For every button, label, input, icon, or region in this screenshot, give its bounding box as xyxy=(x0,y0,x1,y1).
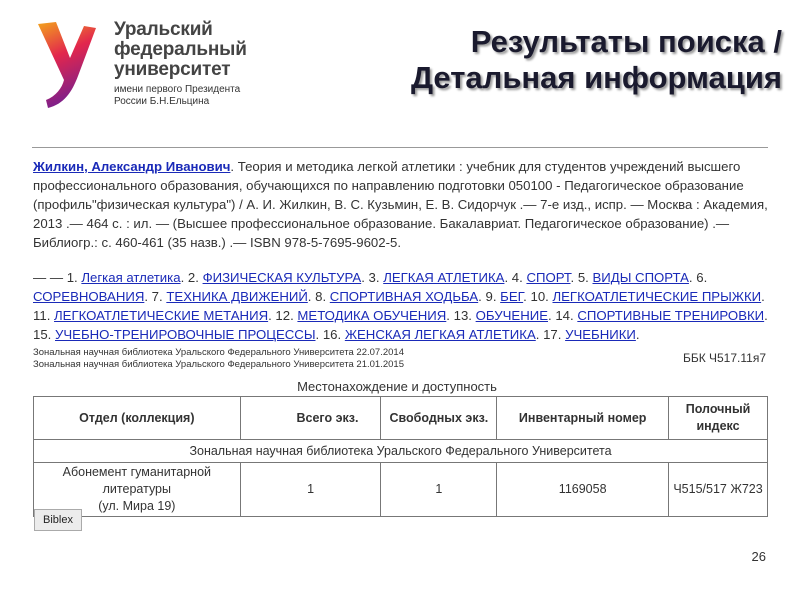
subject-link[interactable]: СПОРТИВНАЯ ХОДЬБА xyxy=(329,289,479,304)
cell-shelf: Ч515/517 Ж723 xyxy=(669,463,768,517)
holdings-table xyxy=(33,396,768,517)
subject-separator: . xyxy=(268,308,276,323)
subject-number: 8. xyxy=(315,289,330,304)
cell-inventory: 1169058 xyxy=(497,463,669,517)
department-name: Абонемент гуманитарной литературы xyxy=(62,465,212,496)
university-subtitle-line: имени первого Президента xyxy=(114,84,241,95)
subject-link[interactable]: БЕГ xyxy=(500,289,524,304)
subject-separator: . xyxy=(478,289,486,304)
subject-number: 1. xyxy=(66,270,82,285)
university-name-line: университет xyxy=(114,59,231,80)
subject-link[interactable]: СПОРТ xyxy=(526,270,571,285)
subject-link[interactable]: ЖЕНСКАЯ ЛЕГКАЯ АТЛЕТИКА xyxy=(344,327,536,342)
subject-separator: . xyxy=(761,289,765,304)
author-link[interactable]: Жилкин, Александр Иванович xyxy=(33,159,231,174)
subject-link[interactable]: УЧЕБНИКИ xyxy=(565,327,636,342)
subject-separator: . xyxy=(548,308,556,323)
subject-separator: . xyxy=(688,270,697,285)
subject-number: 12. xyxy=(275,308,298,323)
location-heading: Местонахождение и доступность xyxy=(297,379,497,394)
subject-separator: . xyxy=(361,270,369,285)
subject-number: 6. xyxy=(696,270,708,285)
header-department: Отдел (коллекция) xyxy=(34,397,241,440)
subject-separator: . xyxy=(764,308,768,323)
subject-number: 9. xyxy=(485,289,501,304)
subject-separator: . xyxy=(635,327,640,342)
subject-link[interactable]: УЧЕБНО-ТРЕНИРОВОЧНЫЕ ПРОЦЕССЫ xyxy=(55,327,316,342)
subject-number: 4. xyxy=(511,270,527,285)
department-address: (ул. Мира 19) xyxy=(98,499,176,513)
subject-separator: . xyxy=(144,289,152,304)
subject-link[interactable]: Легкая атлетика xyxy=(81,270,181,285)
subject-number: 5. xyxy=(577,270,593,285)
subject-separator: . xyxy=(535,327,544,342)
subject-link[interactable]: СОРЕВНОВАНИЯ xyxy=(33,289,145,304)
database-notes xyxy=(33,347,404,371)
subject-number: 7. xyxy=(151,289,167,304)
subject-number: 11. xyxy=(33,308,55,323)
subject-separator: . xyxy=(315,327,323,342)
header-shelf: Полочный индекс xyxy=(669,397,768,440)
subject-separator: . xyxy=(307,289,316,304)
subject-separator: . xyxy=(180,270,188,285)
subject-separator: . xyxy=(446,308,454,323)
divider xyxy=(32,147,768,148)
subject-link[interactable]: ЛЕГКОАТЛЕТИЧЕСКИЕ МЕТАНИЯ xyxy=(54,308,269,323)
library-name: Зональная научная библиотека Уральского Федерального Университета xyxy=(34,440,768,463)
university-subtitle-line: России Б.Н.Ельцина xyxy=(114,96,210,107)
header-free: Свободных экз. xyxy=(381,397,497,440)
subject-number: 15. xyxy=(33,327,55,342)
subject-link[interactable]: ТЕХНИКА ДВИЖЕНИЙ xyxy=(166,289,308,304)
library-row xyxy=(34,440,768,463)
bibliographic-record xyxy=(33,157,768,252)
subject-separator: . xyxy=(504,270,512,285)
subject-number: 10. xyxy=(530,289,553,304)
subject-number: 17. xyxy=(543,327,566,342)
university-logo xyxy=(34,18,264,113)
slide-title xyxy=(411,24,782,96)
subject-headings xyxy=(33,268,768,344)
table-row xyxy=(34,463,768,517)
record-description: . Теория и методика легкой атлетики : учебник для студентов учреждений высшего профессионального образования, обучающихся по направлению подготовки 050100 - Педагогическое образование (профиль"физическая культура") / А. И. Жилкин, В. С. Кузьмин, Е. В. Сидорчук .— 7-е изд., испр. — Москва : Академия, 2013 .— 464 с. : ил. — (Высшее профессиональное образование. Бакалавриат. Педагогическое образование) .— Библиогр.: с. 460-461 (35 назв.) .— ISBN 978-5-7695-9602-5. xyxy=(33,159,768,250)
subject-link[interactable]: ЛЕГКОАТЛЕТИЧЕСКИЕ ПРЫЖКИ xyxy=(552,289,762,304)
subject-link[interactable]: ФИЗИЧЕСКАЯ КУЛЬТУРА xyxy=(202,270,362,285)
subject-separator: . xyxy=(523,289,531,304)
subject-separator: . xyxy=(570,270,578,285)
university-name-line: федеральный xyxy=(114,39,247,60)
subject-link[interactable]: ОБУЧЕНИЕ xyxy=(475,308,548,323)
subject-number: 2. xyxy=(187,270,203,285)
page-number: 26 xyxy=(751,549,766,564)
subject-number: 16. xyxy=(322,327,345,342)
subject-link[interactable]: СПОРТИВНЫЕ ТРЕНИРОВКИ xyxy=(577,308,765,323)
urfu-emblem-icon xyxy=(34,18,100,110)
biblex-button[interactable]: Biblex xyxy=(34,509,82,531)
cell-total: 1 xyxy=(240,463,381,517)
university-subtitle xyxy=(114,84,240,108)
header-total: Всего экз. xyxy=(240,397,381,440)
subject-link[interactable]: ВИДЫ СПОРТА xyxy=(592,270,689,285)
subject-link[interactable]: МЕТОДИКА ОБУЧЕНИЯ xyxy=(297,308,447,323)
university-name-line: Уральский xyxy=(114,19,213,40)
subjects-prefix: — — xyxy=(33,270,67,285)
slide-title-line: Детальная информация xyxy=(410,60,782,95)
slide-title-line: Результаты поиска / xyxy=(470,24,782,59)
cell-free: 1 xyxy=(381,463,497,517)
header-inventory: Инвентарный номер xyxy=(497,397,669,440)
university-name xyxy=(114,20,247,80)
subject-number: 13. xyxy=(453,308,476,323)
subject-number: 14. xyxy=(555,308,578,323)
subject-number: 3. xyxy=(368,270,384,285)
database-note: Зональная научная библиотека Уральского Федерального Университета 21.01.2015 xyxy=(33,359,404,370)
subject-link[interactable]: ЛЕГКАЯ АТЛЕТИКА xyxy=(383,270,505,285)
bbk-index: ББК Ч517.11я7 xyxy=(682,351,766,365)
table-header-row xyxy=(34,397,768,440)
database-note: Зональная научная библиотека Уральского Федерального Университета 22.07.2014 xyxy=(33,347,404,358)
